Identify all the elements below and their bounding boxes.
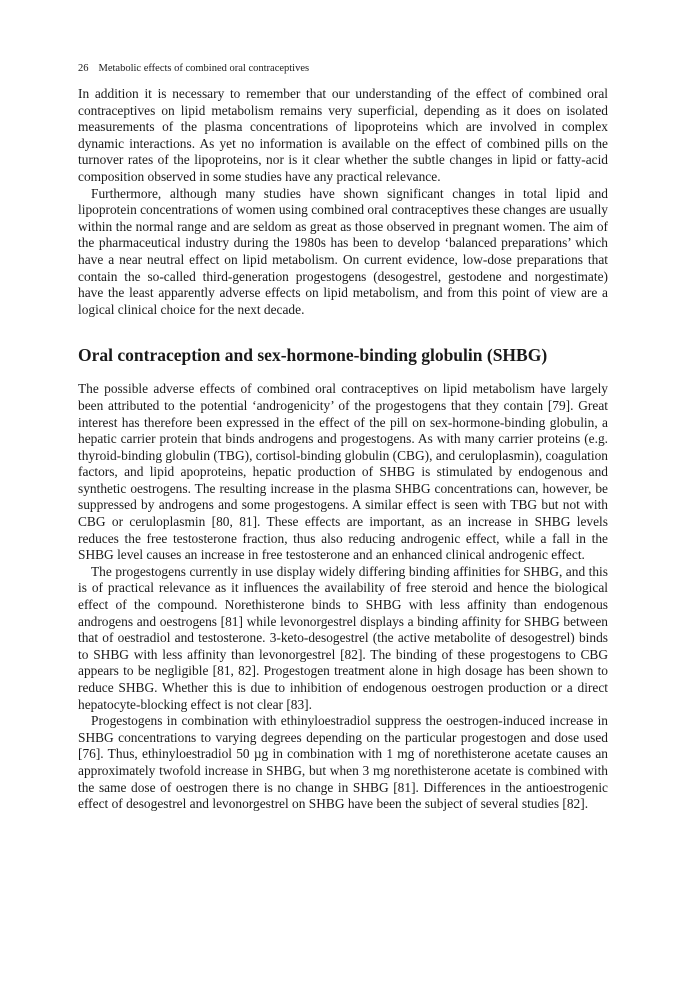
paragraph: Furthermore, although many studies have shown significant changes in total lipid and lipoprotein concentrations of women using combined oral contraceptives these changes are usually within the normal range and are seldom as great as those observed in pregnant women. The aim of the pharmaceutical industry during the 1980s has been to develop ‘balanced preparations’ which have a near neutral effect on lipid metabolism. On current evidence, low-dose preparations that contain the so-called third-generation progestogens (desogestrel, gestodene and norgestimate) have the least apparently adverse effects on lipid metabolism, and from this point of view are a logical clinical choice for the next decade. (78, 185, 608, 317)
section-shbg (78, 381, 608, 812)
running-head (78, 62, 608, 76)
paragraph: The possible adverse effects of combined oral contraceptives on lipid metabolism have largely been attributed to the potential ‘androgenicity’ of the progestogens that they contain [79]. Great interest has therefore been expressed in the effect of the pill on sex-hormone-binding globulin, a hepatic carrier protein that binds androgens and progestogens. As with many carrier proteins (e.g. thyroid-binding globulin (TBG), cortisol-binding globulin (CBG), and ceruloplasmin), coagulation factors, and lipid apoproteins, hepatic production of SHBG is stimulated by endogenous and synthetic oestrogens. The resulting increase in the plasma SHBG concentrations can, however, be suppressed by androgens and some progestogens. A similar effect is seen with TBG but not with CBG or ceruloplasmin [80, 81]. These effects are important, as an increase in SHBG levels reduces the free testosterone fraction, thus also reducing androgenic effect, while a fall in the SHBG level causes an increase in free testosterone and an enhanced clinical androgenic effect. (78, 381, 608, 563)
paragraph: Progestogens in combination with ethinyloestradiol suppress the oestrogen-induced increase in SHBG concentrations to varying degrees depending on the particular progestogen and dose used [76]. Thus, ethinyloestradiol 50 µg in combination with 1 mg of norethisterone acetate causes an approximately twofold increase in SHBG, but when 3 mg norethisterone acetate is combined with the same dose of oestrogen there is no change in SHBG [81]. Differences in the antioestrogenic effect of desogestrel and levonorgestrel on SHBG have been the subject of several studies [82]. (78, 713, 608, 812)
page (78, 62, 608, 813)
page-number: 26 (78, 63, 89, 74)
paragraph: In addition it is necessary to remember that our understanding of the effect of combined oral contraceptives on lipid metabolism remains very superficial, depending as it does on isolated measurements of the plasma concentrations of lipoproteins which are involved in complex dynamic interactions. As yet no information is available on the effect of combined pills on the turnover rates of the lipoproteins, nor is it clear whether the subtle changes in lipid or fatty-acid composition observed in some studies have any practical relevance. (78, 86, 608, 184)
running-title: Metabolic effects of combined oral contraceptives (98, 63, 310, 74)
section-heading: Oral contraception and sex-hormone-binding globulin (SHBG) (78, 345, 548, 366)
paragraph: The progestogens currently in use display widely differing binding affinities for SHBG, and this is of practical relevance as it influences the availability of free steroid and hence the biological effect of the compound. Norethisterone binds to SHBG with less affinity than endogenous androgens and oestrogens [81] while levonorgestrel displays a binding affinity for SHBG between that of oestradiol and testosterone. 3-keto-desogestrel (the active metabolite of desogestrel) binds to SHBG with less affinity than levonorgestrel [82]. The binding of these progestogens to CBG appears to be negligible [81, 82]. Progestogen treatment alone in high dosage has been shown to reduce SHBG. Whether this is due to inhibition of endogenous oestrogen production or a direct hepatocyte-blocking effect is not clear [83]. (78, 563, 608, 712)
section-lipid-conclusion (78, 86, 608, 318)
